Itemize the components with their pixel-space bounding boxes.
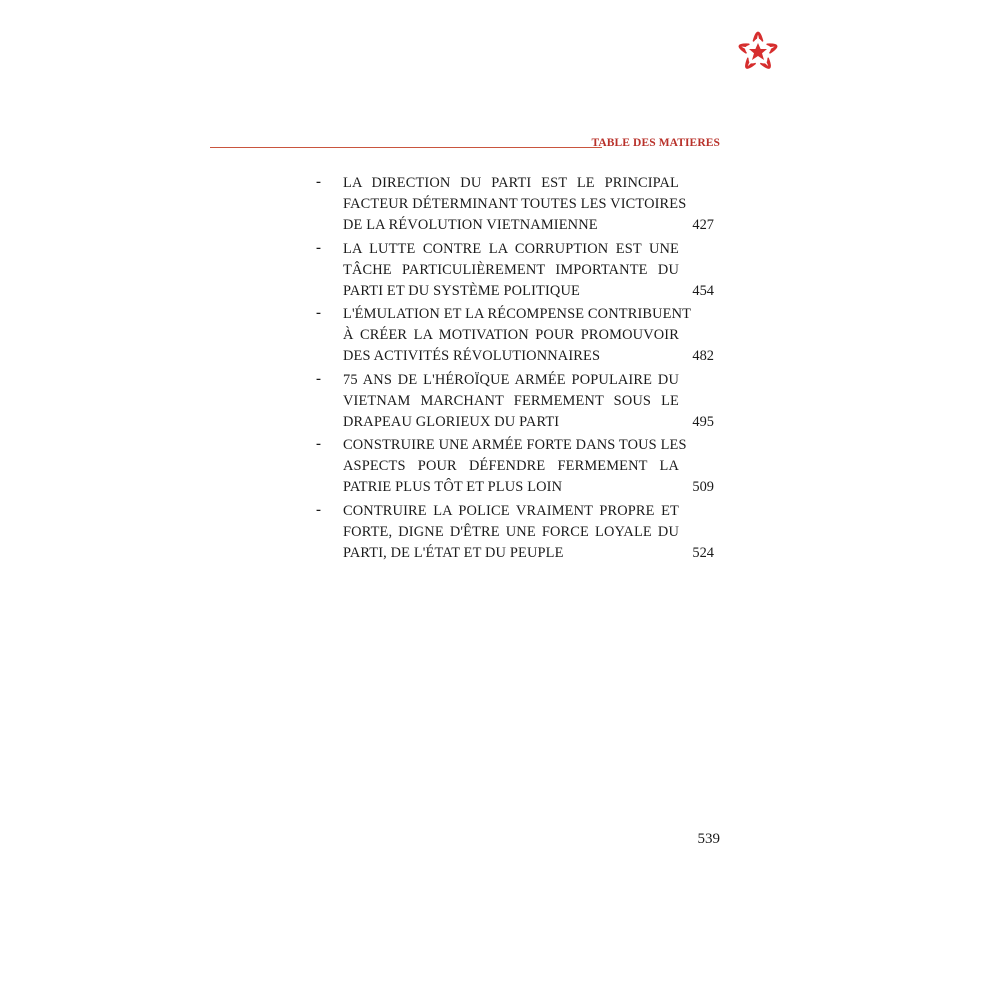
entry-dash: - bbox=[316, 501, 321, 518]
entry-title-line: DE LA RÉVOLUTION VIETNAMIENNE bbox=[343, 217, 598, 233]
entry-dash: - bbox=[316, 239, 321, 256]
entry-title-line: 75 ANS DE L'HÉROÏQUE ARMÉE POPULAIRE DU bbox=[343, 371, 679, 388]
entry-title-line: TÂCHE PARTICULIÈREMENT IMPORTANTE DU bbox=[343, 261, 679, 278]
entry-title-line: FACTEUR DÉTERMINANT TOUTES LES VICTOIRES bbox=[343, 196, 687, 212]
entry-title-line: DRAPEAU GLORIEUX DU PARTI bbox=[343, 413, 560, 430]
entry-title-line: CONTRUIRE LA POLICE VRAIMENT PROPRE ET bbox=[343, 502, 679, 519]
entry-dash: - bbox=[316, 370, 321, 387]
running-header-title: TABLE DES MATIERES bbox=[591, 137, 720, 149]
toc-entry[interactable] bbox=[316, 370, 716, 436]
red-star-emblem-icon bbox=[726, 20, 790, 84]
toc-entry[interactable] bbox=[316, 239, 716, 305]
entry-page-number: 454 bbox=[692, 282, 714, 299]
page-number: 539 bbox=[697, 831, 720, 847]
entry-title-line: LA DIRECTION DU PARTI EST LE PRINCIPAL bbox=[343, 175, 679, 191]
entry-title-line: FORTE, DIGNE D'ÊTRE UNE FORCE LOYALE DU bbox=[343, 523, 679, 540]
entry-title-line: ASPECTS POUR DÉFENDRE FERMEMENT LA bbox=[343, 458, 679, 474]
toc-entry[interactable] bbox=[316, 173, 716, 239]
entry-title-line: PARTI ET DU SYSTÈME POLITIQUE bbox=[343, 282, 580, 299]
entry-title-line: VIETNAM MARCHANT FERMEMENT SOUS LE bbox=[343, 392, 679, 409]
table-of-contents bbox=[316, 173, 716, 566]
entry-page-number: 495 bbox=[692, 413, 714, 430]
header-rule bbox=[210, 147, 602, 148]
entry-dash: - bbox=[316, 174, 321, 190]
toc-entry[interactable] bbox=[316, 501, 716, 567]
entry-title-line: CONSTRUIRE UNE ARMÉE FORTE DANS TOUS LES bbox=[343, 437, 687, 453]
entry-dash: - bbox=[316, 305, 321, 321]
entry-page-number: 524 bbox=[692, 544, 714, 561]
entry-page-number: 482 bbox=[692, 348, 714, 364]
toc-entry[interactable] bbox=[316, 435, 716, 501]
entry-title-line: PARTI, DE L'ÉTAT ET DU PEUPLE bbox=[343, 544, 564, 561]
toc-entry[interactable] bbox=[316, 304, 716, 370]
entry-title-line: PATRIE PLUS TÔT ET PLUS LOIN bbox=[343, 479, 563, 495]
entry-page-number: 509 bbox=[692, 479, 714, 495]
entry-title-line: À CRÉER LA MOTIVATION POUR PROMOUVOIR bbox=[343, 327, 679, 343]
entry-title-line: LA LUTTE CONTRE LA CORRUPTION EST UNE bbox=[343, 240, 679, 257]
entry-page-number: 427 bbox=[692, 217, 714, 233]
entry-title-line: L'ÉMULATION ET LA RÉCOMPENSE CONTRIBUENT bbox=[343, 306, 692, 322]
entry-dash: - bbox=[316, 436, 321, 452]
entry-title-line: DES ACTIVITÉS RÉVOLUTIONNAIRES bbox=[343, 348, 601, 364]
emblem-ray bbox=[756, 33, 759, 38]
